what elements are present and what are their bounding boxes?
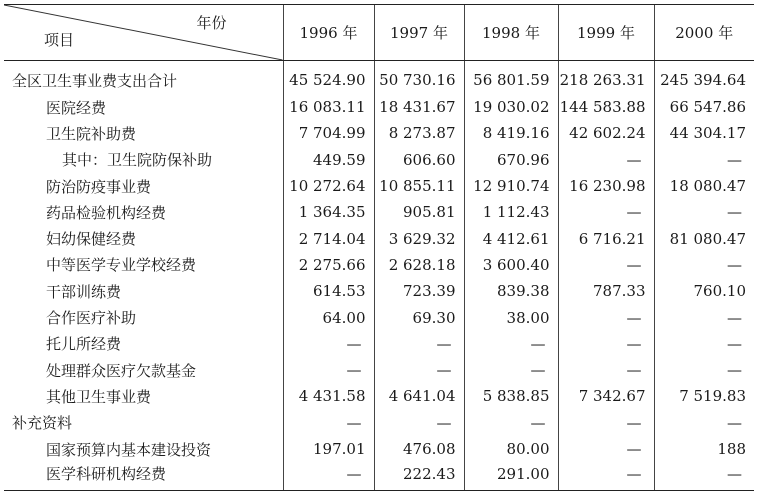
year-column-header: 1997 年 xyxy=(374,5,464,61)
value-cell: 3 600.40 xyxy=(464,252,558,278)
value-cell: — xyxy=(654,304,754,330)
value-cell: — xyxy=(558,436,654,462)
value-cell: 839.38 xyxy=(464,278,558,304)
value-cell: — xyxy=(464,410,558,436)
value-cell: 10 855.11 xyxy=(374,173,464,199)
value-cell: 42 602.24 xyxy=(558,120,654,146)
row-label: 医学科研机构经费 xyxy=(4,462,283,491)
value-cell: 5 838.85 xyxy=(464,383,558,409)
value-cell: 50 730.16 xyxy=(374,61,464,95)
row-label: 国家预算内基本建设投资 xyxy=(46,440,212,459)
table-row xyxy=(4,357,754,383)
row-label: 合作医疗补助 xyxy=(46,309,137,328)
value-cell: — xyxy=(558,304,654,330)
value-cell: 10 272.64 xyxy=(283,173,374,199)
value-cell: 787.33 xyxy=(558,278,654,304)
row-label: 干部训练费 xyxy=(46,282,122,301)
table-row xyxy=(4,252,754,278)
value-cell: — xyxy=(654,410,754,436)
value-cell: 2 628.18 xyxy=(374,252,464,278)
value-cell: — xyxy=(374,357,464,383)
value-cell: 38.00 xyxy=(464,304,558,330)
row-label: 其中：卫生院防保补助 xyxy=(62,151,213,170)
value-cell: 476.08 xyxy=(374,436,464,462)
value-cell: 18 431.67 xyxy=(374,94,464,120)
table-row xyxy=(4,61,754,95)
value-cell: — xyxy=(558,199,654,225)
year-column-header: 2000 年 xyxy=(654,5,754,61)
value-cell: 614.53 xyxy=(283,278,374,304)
table-row xyxy=(4,147,754,173)
value-cell: 69.30 xyxy=(374,304,464,330)
table-row xyxy=(4,199,754,225)
value-cell: 144 583.88 xyxy=(558,94,654,120)
value-cell: 7 342.67 xyxy=(558,383,654,409)
value-cell: — xyxy=(654,357,754,383)
value-cell: 12 910.74 xyxy=(464,173,558,199)
value-cell: 8 419.16 xyxy=(464,120,558,146)
row-label: 妇幼保健经费 xyxy=(46,230,137,249)
value-cell: 44 304.17 xyxy=(654,120,754,146)
table-row xyxy=(4,462,754,491)
value-cell: 723.39 xyxy=(374,278,464,304)
table-row xyxy=(4,304,754,330)
table-header-row xyxy=(4,5,754,61)
value-cell: 3 629.32 xyxy=(374,225,464,251)
row-label: 处理群众医疗欠款基金 xyxy=(46,361,197,380)
value-cell: — xyxy=(464,357,558,383)
value-cell: — xyxy=(654,199,754,225)
table-row xyxy=(4,120,754,146)
value-cell: 7 704.99 xyxy=(283,120,374,146)
row-label: 其他卫生事业费 xyxy=(46,387,152,406)
value-cell: — xyxy=(283,331,374,357)
item-header-label: 项目 xyxy=(44,31,75,49)
value-cell: 905.81 xyxy=(374,199,464,225)
table-row xyxy=(4,173,754,199)
row-label: 卫生院补助费 xyxy=(46,124,137,143)
diagonal-header-cell xyxy=(4,5,283,61)
value-cell: 1 112.43 xyxy=(464,199,558,225)
row-label: 防治防疫事业费 xyxy=(46,177,152,196)
value-cell: 188 xyxy=(654,436,754,462)
table-body xyxy=(4,61,754,491)
row-label: 全区卫生事业费支出合计 xyxy=(12,71,178,90)
value-cell: 18 080.47 xyxy=(654,173,754,199)
value-cell: 66 547.86 xyxy=(654,94,754,120)
table-row xyxy=(4,383,754,409)
table-row xyxy=(4,225,754,251)
table-row xyxy=(4,94,754,120)
value-cell: 2 275.66 xyxy=(283,252,374,278)
value-cell: 222.43 xyxy=(374,462,464,491)
value-cell: 4 412.61 xyxy=(464,225,558,251)
row-label: 托儿所经费 xyxy=(46,335,122,354)
value-cell: 80.00 xyxy=(464,436,558,462)
value-cell: 7 519.83 xyxy=(654,383,754,409)
value-cell: — xyxy=(558,462,654,491)
value-cell: 2 714.04 xyxy=(283,225,374,251)
value-cell: — xyxy=(654,331,754,357)
value-cell: — xyxy=(654,147,754,173)
table-row xyxy=(4,278,754,304)
table-row xyxy=(4,410,754,436)
value-cell: 64.00 xyxy=(283,304,374,330)
value-cell: 6 716.21 xyxy=(558,225,654,251)
value-cell: 4 431.58 xyxy=(283,383,374,409)
value-cell: 449.59 xyxy=(283,147,374,173)
value-cell: 245 394.64 xyxy=(654,61,754,95)
value-cell: 291.00 xyxy=(464,462,558,491)
value-cell: 8 273.87 xyxy=(374,120,464,146)
value-cell: 670.96 xyxy=(464,147,558,173)
health-expenditure-table xyxy=(4,4,754,491)
value-cell: — xyxy=(464,331,558,357)
value-cell: — xyxy=(283,462,374,491)
year-column-header: 1998 年 xyxy=(464,5,558,61)
row-label: 医院经费 xyxy=(46,98,107,117)
value-cell: 16 230.98 xyxy=(558,173,654,199)
table-row xyxy=(4,436,754,462)
value-cell: — xyxy=(283,410,374,436)
value-cell: 197.01 xyxy=(283,436,374,462)
value-cell: 45 524.90 xyxy=(283,61,374,95)
value-cell: 16 083.11 xyxy=(283,94,374,120)
value-cell: — xyxy=(374,331,464,357)
value-cell: — xyxy=(558,331,654,357)
value-cell: 4 641.04 xyxy=(374,383,464,409)
value-cell: — xyxy=(558,252,654,278)
value-cell: 760.10 xyxy=(654,278,754,304)
value-cell: 1 364.35 xyxy=(283,199,374,225)
row-label: 中等医学专业学校经费 xyxy=(46,256,197,275)
value-cell: — xyxy=(558,410,654,436)
value-cell: 81 080.47 xyxy=(654,225,754,251)
value-cell: 19 030.02 xyxy=(464,94,558,120)
year-column-header: 1996 年 xyxy=(283,5,374,61)
row-label: 补充资料 xyxy=(12,414,73,433)
value-cell: 606.60 xyxy=(374,147,464,173)
year-header-label: 年份 xyxy=(196,14,227,32)
year-column-header: 1999 年 xyxy=(558,5,654,61)
value-cell: — xyxy=(654,462,754,491)
value-cell: — xyxy=(558,147,654,173)
value-cell: 56 801.59 xyxy=(464,61,558,95)
value-cell: — xyxy=(283,357,374,383)
table-row xyxy=(4,331,754,357)
value-cell: — xyxy=(374,410,464,436)
row-label: 药品检验机构经费 xyxy=(46,203,167,222)
value-cell: 218 263.31 xyxy=(558,61,654,95)
value-cell: — xyxy=(654,252,754,278)
value-cell: — xyxy=(558,357,654,383)
